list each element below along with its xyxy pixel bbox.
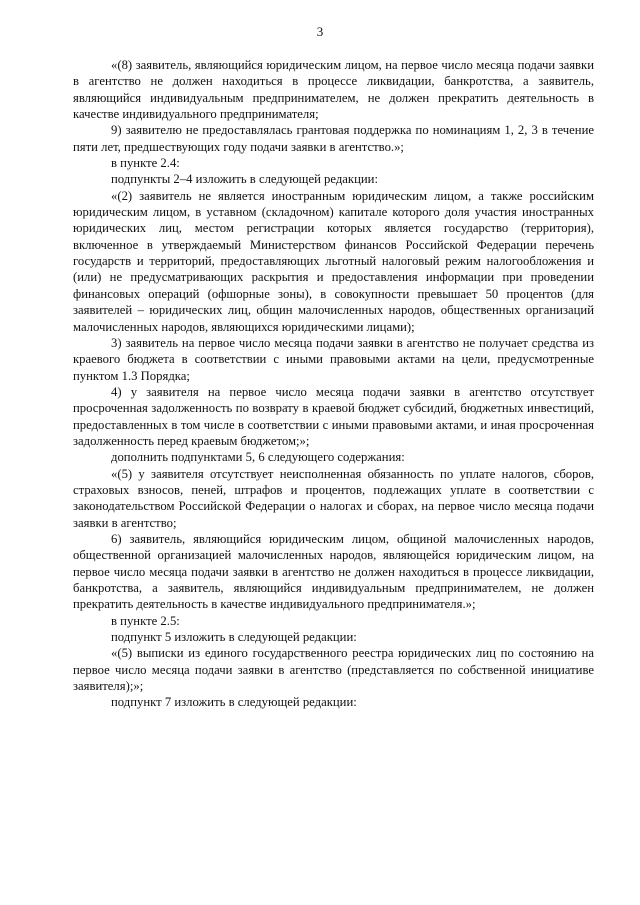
paragraph-subitem-2: «(2) заявитель не является иностранным юридическим лицом, а также российским юридическим лицом, в уставном (складочном) капитале которого доля участия иностранных юридических лиц, местом регистрации которых является государство (территория), включенное в утверждаемый Министерством финансов Российской Федерации перечень государств и территорий, предоставляющих льготный налоговый режим налогообложения и (или) не предусматривающих раскрытия и предоставления информации при проведении финансовых операций (офшорные зоны), в совокупности превышает 50 процентов (для заявителей – юридических лиц, общин малочисленных народов, общественных организаций малочисленных народов, являющихся юридическими лицами); [73,188,594,334]
paragraph-subitem-3: 3) заявитель на первое число месяца подачи заявки в агентство не получает средства из краевого бюджета в соответствии с иными правовыми актами на цели, предусмотренные пунктом 1.3 Порядка; [73,335,594,383]
paragraph-instruction-subitem-7: подпункт 7 изложить в следующей редакции: [111,695,357,710]
paragraph-subitem-6: 6) заявитель, являющийся юридическим лицом, общиной малочисленных народов, общественной организацией малочисленных народов, являющейся юридическим лицом, на первое число месяца подачи заявки в агентство не должен находиться в процессе ликвидации, банкротства, а заявитель, являющийся индивидуальным предпринимателем, не должен прекратить деятельность в качестве индивидуального предпринимателя.»; [73,531,594,612]
paragraph-instruction-2-4: подпункты 2–4 изложить в следующей редакции: [111,172,378,187]
page-number: 3 [316,24,324,39]
paragraph-instruction-subitem-5: подпункт 5 изложить в следующей редакции: [111,630,357,645]
paragraph-item-8: «(8) заявитель, являющийся юридическим лицом, на первое число месяца подачи заявки в агентство не должен находиться в процессе ликвидации, банкротства, а заявитель, являющийся индивидуальным предпринимателем, не должен прекратить деятельность в качестве индивидуального предпринимателя; [73,58,594,122]
document-body [73,57,594,711]
paragraph-section-2-4: в пункте 2.4: [111,156,180,171]
paragraph-new-subitem-5: «(5) выписки из единого государственного реестра юридических лиц по состоянию на первое число месяца подачи заявки в агентство (представляется по собственной инициативе заявителя);»; [73,646,594,694]
paragraph-section-2-5: в пункте 2.5: [111,613,180,628]
paragraph-subitem-4: 4) у заявителя на первое число месяца подачи заявки в агентство отсутствует просроченная задолженность по возврату в краевой бюджет субсидий, бюджетных инвестиций, предоставленных в том числе в соответствии с иными правовыми актами, и иная просроченная задолженность перед краевым бюджетом;»; [73,384,594,448]
paragraph-instruction-add-5-6: дополнить подпунктами 5, 6 следующего содержания: [111,450,405,465]
paragraph-item-9: 9) заявителю не предоставлялась грантовая поддержка по номинациям 1, 2, 3 в течение пяти лет, предшествующих году подачи заявки в агентство.»; [73,123,594,154]
paragraph-subitem-5: «(5) у заявителя отсутствует неисполненная обязанность по уплате налогов, сборов, страховых взносов, пеней, штрафов и процентов, подлежащих уплате в соответствии с законодательством Российской Федерации о налогах и сборах, на первое число месяца подачи заявки в агентство; [73,466,594,530]
